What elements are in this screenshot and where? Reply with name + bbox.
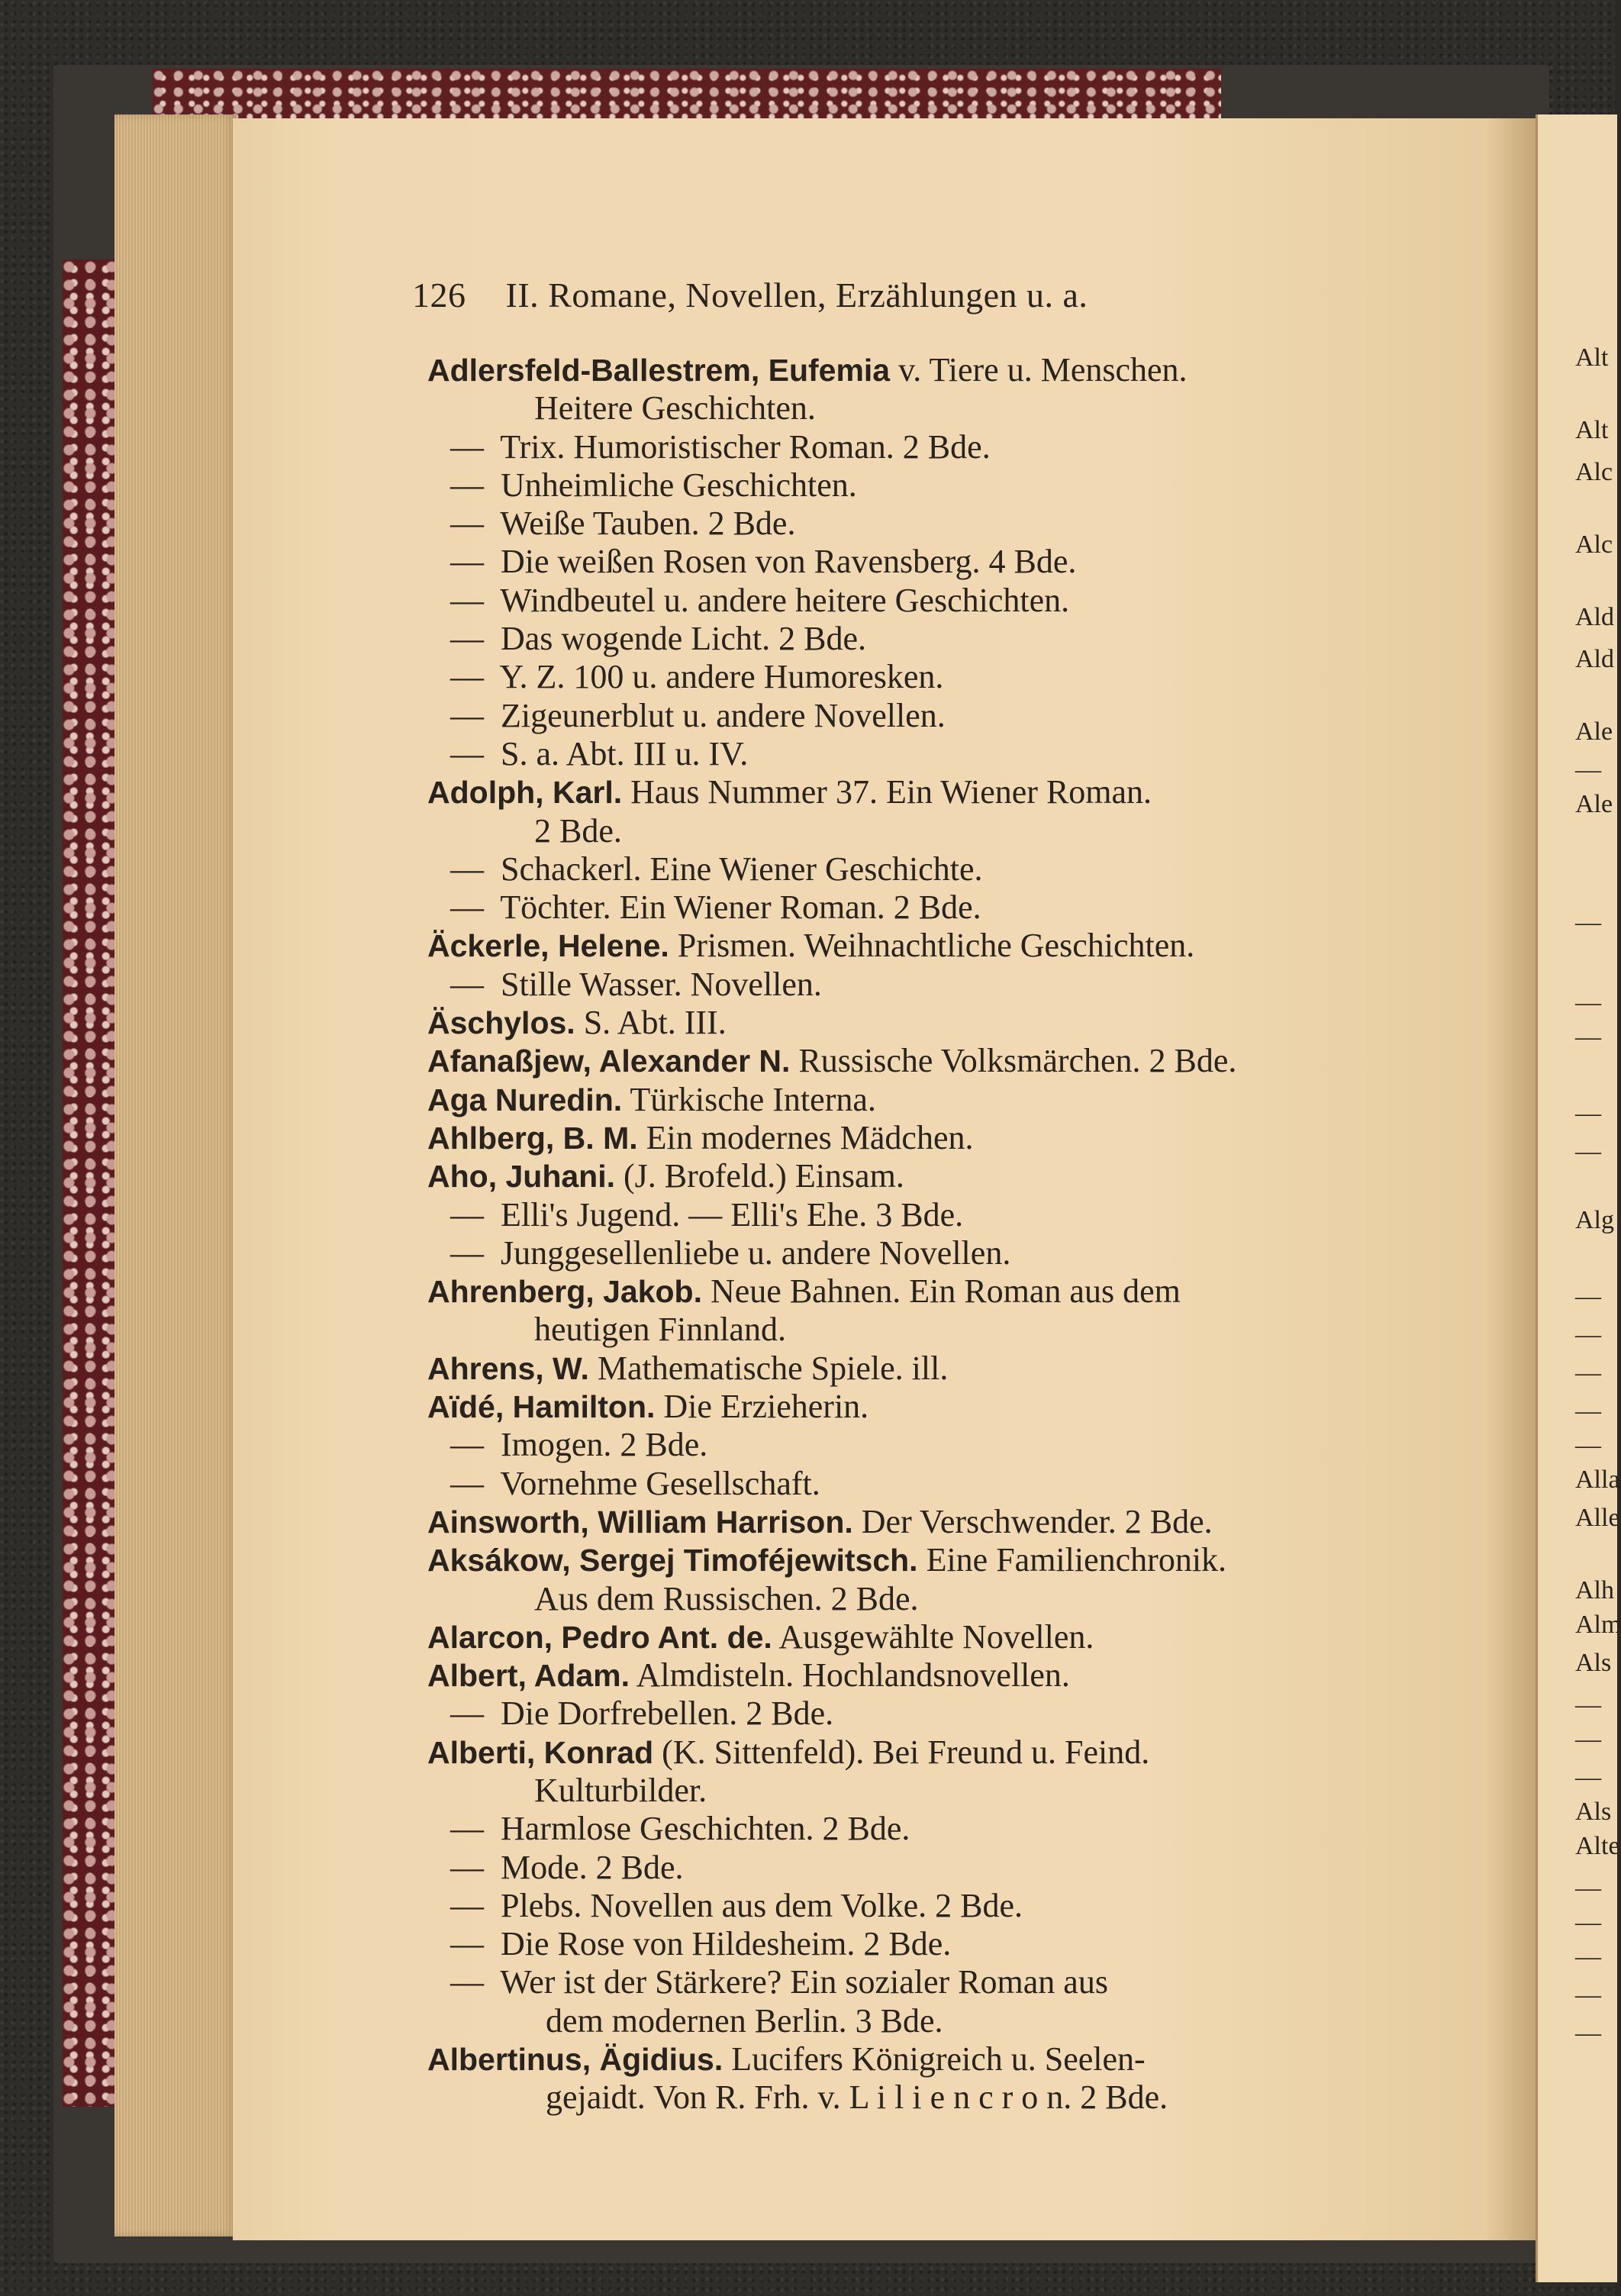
title-entry: — Wer ist der Stärkere? Ein sozialer Roman aus (427, 1963, 1481, 2001)
author-entry (427, 351, 1481, 389)
title-entry: — S. a. Abt. III u. IV. (427, 735, 1481, 773)
title-entry: — Junggesellenliebe u. andere Novellen. (427, 1234, 1481, 1272)
facing-page-fragment: Als (1575, 1798, 1612, 1826)
facing-page-fragment: — (1575, 1691, 1601, 1719)
facing-page-fragment: — (1575, 1137, 1601, 1166)
title-entry: — Imogen. 2 Bde. (427, 1426, 1481, 1464)
title-entry: — Zigeunerblut u. andere Novellen. (427, 697, 1481, 735)
author-entry (427, 1656, 1481, 1695)
entry-continuation: 2 Bde. (534, 811, 622, 850)
facing-page-fragment: Alte (1575, 1832, 1620, 1860)
entry-text: Neue Bahnen. Ein Roman aus dem (701, 1272, 1181, 1311)
title-entry: — Vornehme Gesellschaft. (427, 1465, 1481, 1503)
facing-page-fragment: — (1575, 988, 1601, 1017)
author-entry (427, 1503, 1481, 1541)
author-name: Äschylos. (427, 1005, 575, 1041)
entry-text: Ein modernes Mädchen. (637, 1118, 974, 1156)
marbled-edge-top (153, 69, 1221, 122)
author-name: Aga Nuredin. (427, 1082, 623, 1117)
entry-text: Almdisteln. Hochlandsnovellen. (630, 1656, 1070, 1695)
entry-text: S. Abt. III. (575, 1004, 727, 1042)
title-entry: — Stille Wasser. Novellen. (427, 966, 1481, 1004)
facing-page-fragment: — (1575, 1908, 1601, 1936)
title-entry: — Die Rose von Hildesheim. 2 Bde. (427, 1925, 1481, 1963)
title-entry: — Harmlose Geschichten. 2 Bde. (427, 1810, 1481, 1848)
author-name: Albert, Adam. (427, 1658, 630, 1694)
page-stack-edge (114, 114, 237, 2236)
author-name: Alberti, Konrad (427, 1734, 654, 1770)
title-entry: — Y. Z. 100 u. andere Humoresken. (427, 658, 1481, 696)
author-entry (427, 1618, 1481, 1656)
author-name: Aïdé, Hamilton. (427, 1389, 656, 1425)
page-header (412, 275, 1088, 315)
entry-text: Eine Familienchronik. (917, 1541, 1227, 1579)
author-entry (427, 1350, 1481, 1388)
author-entry (427, 1119, 1481, 1157)
author-entry (427, 1042, 1481, 1080)
facing-page-fragment: Alt (1575, 416, 1609, 444)
facing-page-fragment: — (1575, 1431, 1601, 1459)
title-entry: — Weiße Tauben. 2 Bde. (427, 505, 1481, 543)
facing-page-fragment: Alt (1575, 343, 1609, 372)
author-entry (427, 1157, 1481, 1195)
facing-page-fragment: Als (1575, 1649, 1612, 1677)
author-name: Aksákow, Sergej Timoféjewitsch. (427, 1543, 918, 1578)
facing-page-fragment: Alm (1575, 1611, 1621, 1639)
title-entry: — Das wogende Licht. 2 Bde. (427, 620, 1481, 658)
entry-text: Die Erzieherin. (655, 1388, 869, 1426)
entry-continuation: Kulturbilder. (534, 1771, 707, 1809)
author-name: Alarcon, Pedro Ant. de. (427, 1619, 772, 1655)
entry-text: Mathematische Spiele. ill. (588, 1349, 949, 1387)
facing-page-fragment: Ale (1575, 718, 1613, 746)
facing-page-fragment: — (1575, 1943, 1601, 1971)
entry-continuation: heutigen Finnland. (534, 1311, 786, 1349)
entry-text: Der Verschwender. 2 Bde. (852, 1502, 1213, 1540)
entry-text: Türkische Interna. (622, 1080, 876, 1118)
facing-page-fragment: Alc (1575, 458, 1613, 486)
entry-continuation: dem modernen Berlin. 3 Bde. (546, 2001, 943, 2040)
author-name: Adolph, Karl. (427, 775, 623, 811)
facing-page-fragment: Ald (1575, 645, 1614, 673)
entry-continuation: Heitere Geschichten. (534, 389, 816, 427)
facing-page-fragment: — (1575, 1981, 1601, 2009)
entry-text: (K. Sittenfeld). Bei Freund u. Feind. (653, 1733, 1150, 1771)
entry-text: Ausgewählte Novellen. (772, 1617, 1094, 1656)
facing-page-fragment: Alg (1575, 1206, 1614, 1234)
title-entry: — Töchter. Ein Wiener Roman. 2 Bde. (427, 888, 1481, 927)
title-entry: — Die Dorfrebellen. 2 Bde. (427, 1695, 1481, 1733)
marbled-edge-left (63, 260, 118, 2107)
entry-text: Haus Nummer 37. Ein Wiener Roman. (622, 773, 1152, 811)
author-entry (427, 1388, 1481, 1426)
author-name: Ahlberg, B. M. (427, 1120, 638, 1156)
facing-page-fragment: Ale (1575, 790, 1613, 818)
facing-page-fragment: Alc (1575, 530, 1613, 559)
entry-text: v. Tiere u. Menschen. (890, 351, 1188, 389)
title-entry: — Elli's Jugend. — Elli's Ehe. 3 Bde. (427, 1196, 1481, 1234)
facing-page-fragment: — (1575, 1359, 1601, 1387)
facing-page-fragment: — (1575, 2019, 1601, 2047)
page-number: 126 (412, 276, 466, 314)
author-entry (427, 1081, 1481, 1119)
facing-page-fragment: Alla (1575, 1466, 1620, 1494)
facing-page-fragment: Alle (1575, 1504, 1620, 1532)
author-entry (427, 1004, 1481, 1042)
facing-page-fragment: Alh (1575, 1576, 1614, 1604)
entry-text: Lucifers Königreich u. Seelen- (723, 2040, 1146, 2078)
title-entry: — Schackerl. Eine Wiener Geschichte. (427, 850, 1481, 888)
title-entry: — Die weißen Rosen von Ravensberg. 4 Bde. (427, 543, 1481, 581)
facing-page-fragment: Ald (1575, 603, 1614, 631)
author-name: Ahrenberg, Jakob. (427, 1274, 702, 1310)
author-name: Afanaßjew, Alexander N. (427, 1043, 791, 1079)
facing-page-fragment: — (1575, 1282, 1601, 1311)
author-entry (427, 1733, 1481, 1772)
title-entry: — Plebs. Novellen aus dem Volke. 2 Bde. (427, 1887, 1481, 1925)
facing-page-fragment: — (1575, 908, 1601, 937)
facing-page-fragment: — (1575, 1874, 1601, 1902)
entry-continuation: gejaidt. Von R. Frh. v. L i l i e n c r o n. 2 Bde. (546, 2078, 1168, 2117)
entry-text: Prismen. Weihnachtliche Geschichten. (669, 927, 1195, 965)
author-entry (427, 1541, 1481, 1579)
author-entry (427, 927, 1481, 965)
author-name: Aho, Juhani. (427, 1159, 615, 1195)
author-name: Albertinus, Ägidius. (427, 2042, 723, 2078)
entry-text: (J. Brofeld.) Einsam. (615, 1157, 904, 1195)
facing-page-fragment: — (1575, 1099, 1601, 1127)
title-entry: — Trix. Humoristischer Roman. 2 Bde. (427, 428, 1481, 466)
author-name: Adlersfeld-Ballestrem, Eufemia (427, 353, 891, 388)
facing-page-fragment: — (1575, 1397, 1601, 1425)
author-entry (427, 773, 1481, 811)
title-entry: — Windbeutel u. andere heitere Geschichten. (427, 582, 1481, 620)
entry-continuation: Aus dem Russischen. 2 Bde. (534, 1579, 919, 1617)
entry-text: Russische Volksmärchen. 2 Bde. (790, 1042, 1237, 1080)
title-entry: — Unheimliche Geschichten. (427, 466, 1481, 505)
title-entry: — Mode. 2 Bde. (427, 1849, 1481, 1887)
facing-page-fragment: — (1575, 1321, 1601, 1349)
author-name: Ainsworth, William Harrison. (427, 1504, 853, 1540)
facing-page-fragment: — (1575, 1725, 1601, 1753)
facing-page-fragment: — (1575, 1763, 1601, 1791)
author-name: Äckerle, Helene. (427, 928, 669, 964)
catalog-entries (427, 351, 1481, 2117)
section-title: II. Romane, Novellen, Erzählungen u. a. (505, 276, 1088, 314)
facing-page-fragment: — (1575, 1023, 1601, 1051)
author-name: Ahrens, W. (427, 1350, 589, 1386)
author-entry (427, 1272, 1481, 1311)
author-entry (427, 2040, 1481, 2078)
facing-page-fragment: — (1575, 756, 1601, 784)
